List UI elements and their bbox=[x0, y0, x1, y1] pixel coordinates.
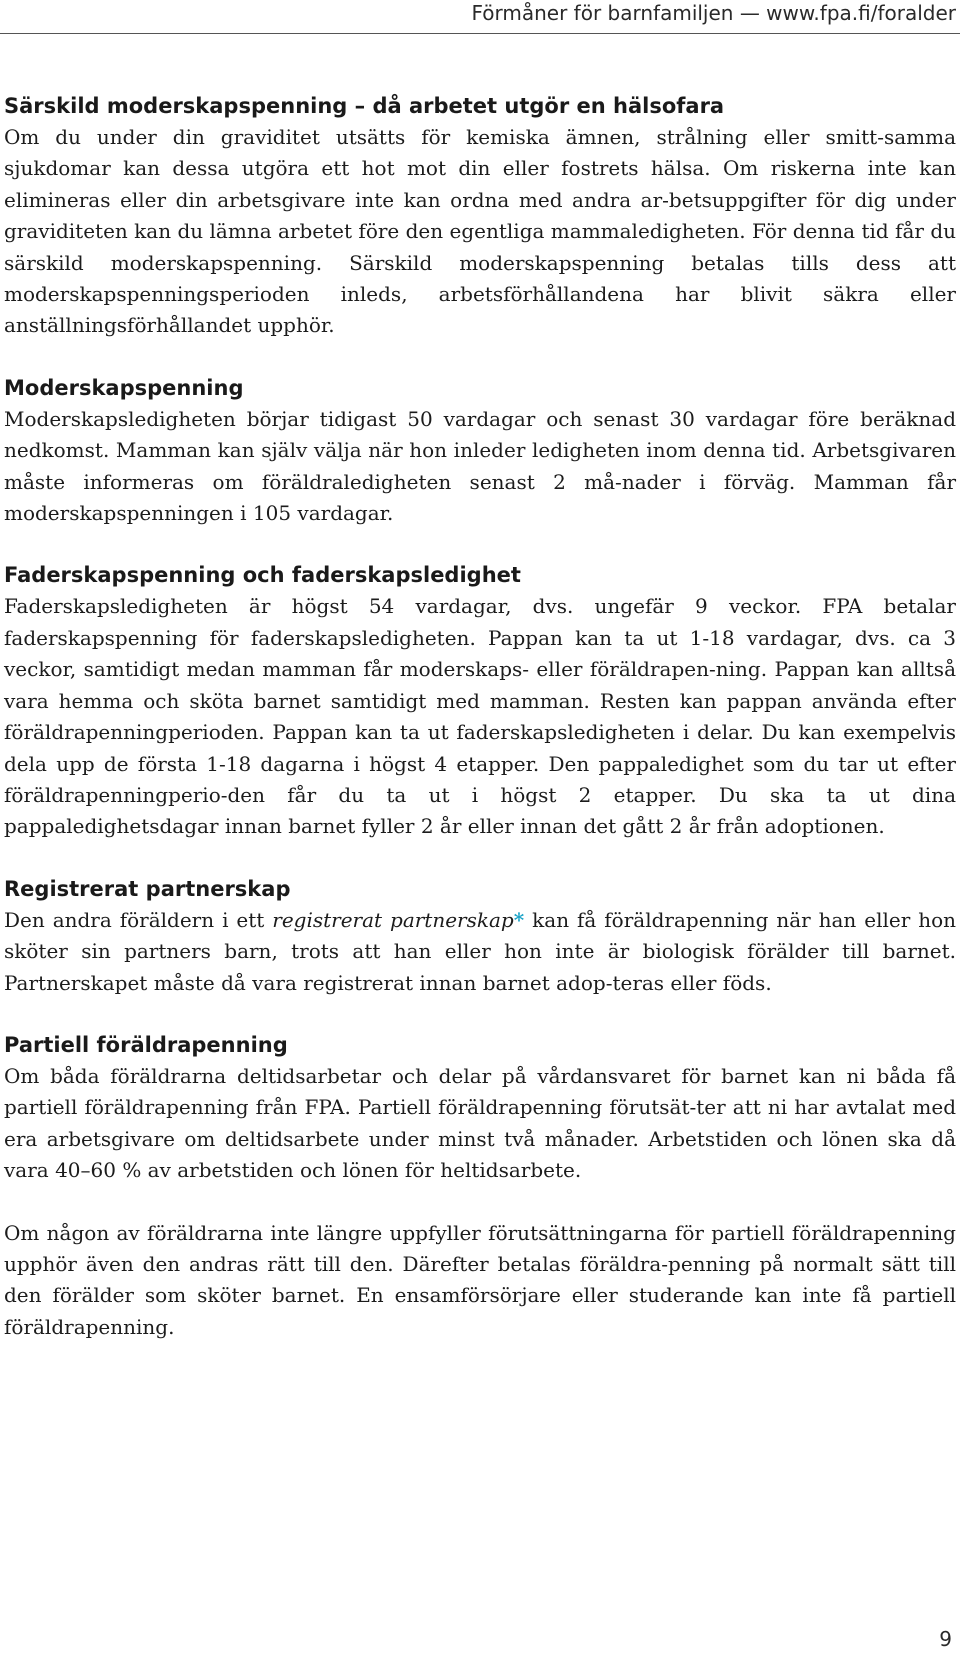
section-paragraph: Moderskapsledigheten börjar tidigast 50 vardagar och senast 30 vardagar före beräknad nedkomst. Mamman kan själv välja när hon inleder ledigheten inom denna tid. Arbetsgivaren måste informeras om föräldraledigheten senast 2 må-nader i förväg. Mamman får moderskapspenningen i 105 vardagar. bbox=[4, 406, 956, 526]
paragraph-text-before: Den andra föräldern i ett bbox=[4, 907, 265, 932]
section-paragraph: Faderskapsledigheten är högst 54 vardagar, dvs. ungefär 9 veckor. FPA betalar faderskapspenning för faderskapsledigheten. Pappan kan ta ut 1-18 vardagar, dvs. ca 3 veckor, samtidigt medan mamman får moderskaps- eller föräldrapen-ning. Pappan kan alltså vara hemma och sköta barnet samtidigt med mamman. Resten kan pappan använda efter föräldrapenningperioden. Pappan kan ta ut faderskapsledigheten i delar. Du kan exempelvis dela upp de första 1-18 dagarna i högst 4 etapper. Den pappaledighet som du tar ut efter föräldrapenningperio-den får du ta ut i högst 2 etapper. Du ska ta ut dina pappaledighetsdagar innan barnet fyller 2 år eller innan det gått 2 år från adoptionen. bbox=[4, 594, 956, 839]
page-number: 9 bbox=[939, 1627, 952, 1651]
section-moderskapspenning bbox=[4, 373, 956, 530]
asterisk-marker: * bbox=[513, 907, 525, 932]
section-heading: Registrerat partnerskap bbox=[4, 876, 291, 901]
section-heading: Faderskapspenning och faderskapsledighet bbox=[4, 563, 521, 588]
section-heading: Moderskapspenning bbox=[4, 375, 244, 400]
section-paragraph bbox=[4, 905, 956, 999]
section-registrerat-partnerskap bbox=[4, 874, 956, 999]
page-content bbox=[4, 91, 956, 1343]
section-partiell-foraldrapenning bbox=[4, 1030, 956, 1343]
section-sarskild-moderskapspenning bbox=[4, 91, 956, 342]
defined-term: registrerat partnerskap bbox=[272, 907, 514, 932]
section-heading: Särskild moderskapspenning – då arbetet utgör en hälsofara bbox=[4, 94, 725, 118]
section-heading: Partiell föräldrapenning bbox=[4, 1032, 288, 1057]
section-paragraph-2: Om någon av föräldrarna inte längre uppfyller förutsättningarna för partiell föräldrapenning upphör även den andras rätt till den. Därefter betalas föräldra-penning på normalt sätt till den förälder som sköter barnet. En ensamförsörjare eller studerande kan inte få partiell föräldrapenning. bbox=[4, 1220, 956, 1339]
page-header bbox=[0, 0, 960, 34]
paragraph-text-after: kan få föräldrapenning när han eller hon sköter sin partners barn, trots att han eller hon inte är biologisk förälder till barnet. Partnerskapet måste då vara registrerat innan barnet adop-teras eller föds. bbox=[4, 907, 957, 995]
header-rule bbox=[0, 33, 960, 34]
section-paragraph: Om båda föräldrarna deltidsarbetar och delar på vårdansvaret för barnet kan ni båda få partiell föräldrapenning från FPA. Partiell föräldrapenning förutsät-ter att ni har avtalat med era arbetsgivare om deltidsarbete under minst två månader. Arbetstiden och lönen ska då vara 40–60 % av arbetstiden och lönen för heltidsarbete. bbox=[4, 1063, 956, 1183]
header-title: Förmåner för barnfamiljen — www.fpa.fi/foralder bbox=[471, 1, 956, 25]
section-paragraph: Om du under din graviditet utsätts för kemiska ämnen, strålning eller smitt-samma sjukdomar kan dessa utgöra ett hot mot din eller fostrets hälsa. Om riskerna inte kan elimineras eller din arbetsgivare inte kan ordna med andra ar-betsuppgifter för dig under graviditeten kan du lämna arbetet före den egentliga mammaledigheten. För denna tid får du särskild moderskapspenning. Särskild moderskapspenning betalas tills dess att moderskapspenningsperioden inleds, arbetsförhållandena har blivit säkra eller anställningsförhållandet upphör. bbox=[4, 125, 956, 338]
section-faderskapspenning bbox=[4, 560, 956, 842]
